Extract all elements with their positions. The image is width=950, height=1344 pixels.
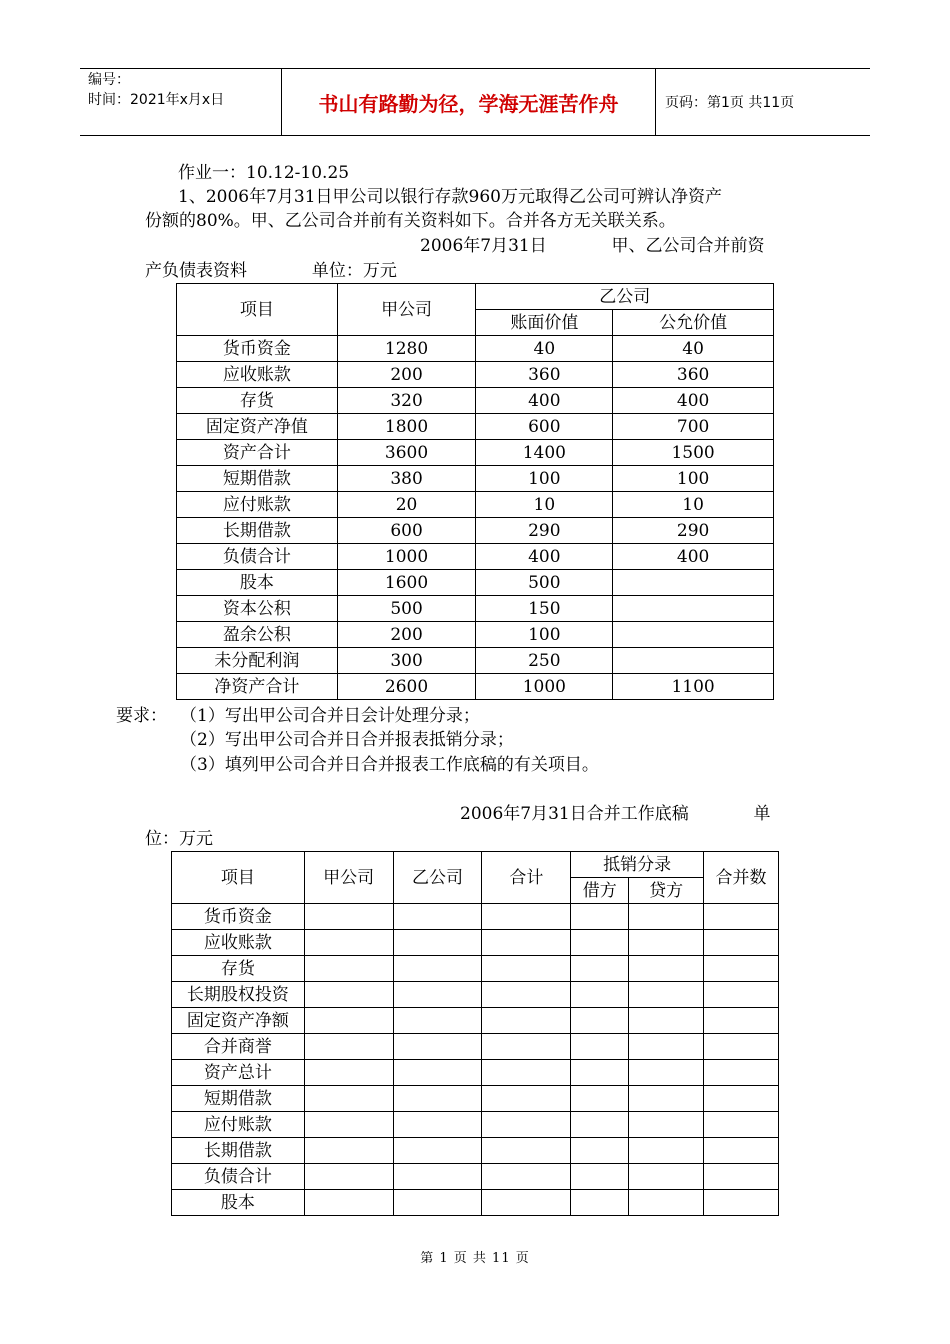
ws-cell-debit[interactable] — [571, 1112, 629, 1138]
row-jia: 3600 — [337, 440, 476, 466]
row-item: 应付账款 — [177, 492, 338, 518]
ws-cell-jia[interactable] — [304, 1190, 393, 1216]
header-meta — [88, 70, 224, 110]
ws-cell-consolidated[interactable] — [704, 1086, 779, 1112]
ws-cell-yi[interactable] — [393, 1060, 482, 1086]
table-row — [172, 1190, 779, 1216]
row-item: 股本 — [177, 570, 338, 596]
table-row — [172, 1060, 779, 1086]
ws-cell-consolidated[interactable] — [704, 930, 779, 956]
table-row — [172, 1086, 779, 1112]
ws-cell-credit[interactable] — [629, 1086, 704, 1112]
page-footer: 第 1 页 共 11 页 — [420, 1251, 530, 1266]
ws-cell-jia[interactable] — [304, 1008, 393, 1034]
ws-header-total: 合计 — [482, 852, 571, 904]
row-book: 100 — [476, 466, 613, 492]
ws-cell-debit[interactable] — [571, 930, 629, 956]
table-row — [177, 648, 774, 674]
table-row — [172, 1138, 779, 1164]
row-jia: 600 — [337, 518, 476, 544]
row-fair: 40 — [613, 336, 774, 362]
row-book: 600 — [476, 414, 613, 440]
ws-cell-credit[interactable] — [629, 1060, 704, 1086]
ws-cell-jia[interactable] — [304, 1164, 393, 1190]
ws-header-yi: 乙公司 — [393, 852, 482, 904]
ws-cell-debit[interactable] — [571, 1060, 629, 1086]
header-page-indicator: 页码：第1页 共11页 — [665, 95, 795, 111]
ws-cell-jia[interactable] — [304, 1112, 393, 1138]
ws-cell-debit[interactable] — [571, 904, 629, 930]
ws-row-item: 存货 — [172, 956, 305, 982]
row-book: 40 — [476, 336, 613, 362]
ws-cell-yi[interactable] — [393, 1086, 482, 1112]
ws-cell-debit[interactable] — [571, 1034, 629, 1060]
assignment-title: 作业一：10.12-10.25 — [178, 163, 350, 183]
ws-cell-jia[interactable] — [304, 1138, 393, 1164]
row-book: 500 — [476, 570, 613, 596]
table-row — [172, 1034, 779, 1060]
row-fair: 360 — [613, 362, 774, 388]
row-jia: 1000 — [337, 544, 476, 570]
ws-row-item: 负债合计 — [172, 1164, 305, 1190]
row-fair: 1500 — [613, 440, 774, 466]
ws-cell-yi[interactable] — [393, 1008, 482, 1034]
row-jia: 20 — [337, 492, 476, 518]
row-jia: 300 — [337, 648, 476, 674]
ws-cell-total[interactable] — [482, 1086, 571, 1112]
row-jia: 1800 — [337, 414, 476, 440]
table-row — [177, 622, 774, 648]
ws-header-jia: 甲公司 — [304, 852, 393, 904]
ws-row-item: 短期借款 — [172, 1086, 305, 1112]
requirement-1: （1）写出甲公司合并日会计处理分录； — [180, 706, 480, 726]
ws-cell-yi[interactable] — [393, 982, 482, 1008]
header-motto: 书山有路勤为径，学海无涯苦作舟 — [318, 91, 619, 116]
row-fair — [613, 622, 774, 648]
row-book: 360 — [476, 362, 613, 388]
ws-cell-total[interactable] — [482, 1060, 571, 1086]
ws-cell-credit[interactable] — [629, 1112, 704, 1138]
ws-cell-credit[interactable] — [629, 930, 704, 956]
col-header-fair-value: 公允价值 — [613, 310, 774, 336]
row-jia: 320 — [337, 388, 476, 414]
row-fair: 400 — [613, 544, 774, 570]
ws-cell-total[interactable] — [482, 1034, 571, 1060]
ws-cell-jia[interactable] — [304, 1086, 393, 1112]
ws-row-item: 应付账款 — [172, 1112, 305, 1138]
ws-cell-yi[interactable] — [393, 1164, 482, 1190]
ws-cell-total[interactable] — [482, 1112, 571, 1138]
row-fair — [613, 570, 774, 596]
ws-cell-total[interactable] — [482, 1190, 571, 1216]
ws-cell-yi[interactable] — [393, 1138, 482, 1164]
ws-cell-yi[interactable] — [393, 956, 482, 982]
row-book: 1000 — [476, 674, 613, 700]
row-fair — [613, 648, 774, 674]
ws-header-consolidated: 合并数 — [704, 852, 779, 904]
table-row — [177, 544, 774, 570]
col-header-jia: 甲公司 — [337, 284, 476, 336]
table-row — [177, 466, 774, 492]
ws-cell-total[interactable] — [482, 1008, 571, 1034]
ws-cell-consolidated[interactable] — [704, 904, 779, 930]
row-jia: 380 — [337, 466, 476, 492]
ws-cell-debit[interactable] — [571, 1138, 629, 1164]
ws-cell-total[interactable] — [482, 1138, 571, 1164]
ws-cell-debit[interactable] — [571, 982, 629, 1008]
row-item: 短期借款 — [177, 466, 338, 492]
ws-cell-debit[interactable] — [571, 1164, 629, 1190]
row-item: 货币资金 — [177, 336, 338, 362]
requirement-2: （2）写出甲公司合并日合并报表抵销分录； — [180, 730, 514, 750]
ws-cell-yi[interactable] — [393, 1034, 482, 1060]
ws-cell-yi[interactable] — [393, 1190, 482, 1216]
row-item: 负债合计 — [177, 544, 338, 570]
ws-cell-credit[interactable] — [629, 982, 704, 1008]
table-row — [177, 596, 774, 622]
ws-cell-jia[interactable] — [304, 956, 393, 982]
ws-cell-debit[interactable] — [571, 1086, 629, 1112]
ws-header-item: 项目 — [172, 852, 305, 904]
ws-cell-yi[interactable] — [393, 930, 482, 956]
row-fair — [613, 596, 774, 622]
problem-statement-line-1: 1、2006年7月31日甲公司以银行存款960万元取得乙公司可辨认净资产 — [178, 187, 722, 207]
ws-cell-consolidated[interactable] — [704, 1112, 779, 1138]
ws-row-item: 应收账款 — [172, 930, 305, 956]
ws-cell-total[interactable] — [482, 930, 571, 956]
row-book: 1400 — [476, 440, 613, 466]
header-divider-2 — [655, 68, 656, 136]
problem-statement-line-2: 份额的80%。甲、乙公司合并前有关资料如下。合并各方无关联关系。 — [145, 211, 676, 231]
ws-cell-credit[interactable] — [629, 1008, 704, 1034]
row-item: 盈余公积 — [177, 622, 338, 648]
ws-cell-credit[interactable] — [629, 956, 704, 982]
row-book: 290 — [476, 518, 613, 544]
col-header-yi: 乙公司 — [476, 284, 774, 310]
worksheet-caption-line-2: 位：万元 — [145, 829, 213, 849]
ws-cell-jia[interactable] — [304, 930, 393, 956]
ws-cell-credit[interactable] — [629, 1190, 704, 1216]
row-book: 10 — [476, 492, 613, 518]
table-row — [177, 388, 774, 414]
ws-cell-consolidated[interactable] — [704, 1138, 779, 1164]
table-row — [177, 414, 774, 440]
table-row — [177, 492, 774, 518]
ws-cell-consolidated[interactable] — [704, 1008, 779, 1034]
ws-cell-jia[interactable] — [304, 1060, 393, 1086]
table-row — [172, 1112, 779, 1138]
table-row — [177, 336, 774, 362]
row-fair: 10 — [613, 492, 774, 518]
row-item: 资本公积 — [177, 596, 338, 622]
row-jia: 200 — [337, 362, 476, 388]
worksheet-caption-line-1: 2006年7月31日合并工作底稿 单 — [460, 804, 771, 824]
row-book: 150 — [476, 596, 613, 622]
row-jia: 200 — [337, 622, 476, 648]
table-row — [172, 956, 779, 982]
ws-cell-consolidated[interactable] — [704, 982, 779, 1008]
row-item: 长期借款 — [177, 518, 338, 544]
ws-cell-yi[interactable] — [393, 1112, 482, 1138]
row-item: 资产合计 — [177, 440, 338, 466]
ws-cell-consolidated[interactable] — [704, 1060, 779, 1086]
table-row — [172, 904, 779, 930]
ws-cell-credit[interactable] — [629, 1138, 704, 1164]
table-row — [177, 440, 774, 466]
ws-cell-consolidated[interactable] — [704, 1190, 779, 1216]
table-row — [177, 362, 774, 388]
ws-cell-total[interactable] — [482, 1164, 571, 1190]
table-row — [172, 982, 779, 1008]
row-fair: 290 — [613, 518, 774, 544]
row-fair: 100 — [613, 466, 774, 492]
requirement-3: （3）填列甲公司合并日合并报表工作底稿的有关项目。 — [180, 755, 599, 775]
row-book: 250 — [476, 648, 613, 674]
ws-cell-jia[interactable] — [304, 982, 393, 1008]
balance-sheet-table — [176, 283, 774, 700]
ws-row-item: 固定资产净额 — [172, 1008, 305, 1034]
ws-row-item: 长期借款 — [172, 1138, 305, 1164]
ws-cell-debit[interactable] — [571, 1008, 629, 1034]
row-jia: 1280 — [337, 336, 476, 362]
ws-cell-consolidated[interactable] — [704, 1034, 779, 1060]
ws-cell-jia[interactable] — [304, 904, 393, 930]
table-row — [177, 570, 774, 596]
document-number-label: 编号： — [88, 72, 130, 88]
ws-row-item: 长期股权投资 — [172, 982, 305, 1008]
table-row — [172, 1008, 779, 1034]
row-fair: 700 — [613, 414, 774, 440]
ws-cell-total[interactable] — [482, 982, 571, 1008]
row-item: 应收账款 — [177, 362, 338, 388]
row-item: 固定资产净值 — [177, 414, 338, 440]
table1-caption-line-2: 产负债表资料 单位：万元 — [145, 261, 397, 281]
row-jia: 1600 — [337, 570, 476, 596]
row-item: 存货 — [177, 388, 338, 414]
ws-cell-debit[interactable] — [571, 1190, 629, 1216]
col-header-book-value: 账面价值 — [476, 310, 613, 336]
row-book: 400 — [476, 388, 613, 414]
ws-cell-consolidated[interactable] — [704, 1164, 779, 1190]
ws-cell-credit[interactable] — [629, 1034, 704, 1060]
row-book: 100 — [476, 622, 613, 648]
ws-row-item: 货币资金 — [172, 904, 305, 930]
ws-cell-consolidated[interactable] — [704, 956, 779, 982]
consolidation-worksheet-table — [171, 851, 779, 1216]
document-date-label: 时间：2021年x月x日 — [88, 92, 225, 108]
ws-cell-jia[interactable] — [304, 1034, 393, 1060]
table-row — [177, 518, 774, 544]
ws-row-item: 资产总计 — [172, 1060, 305, 1086]
ws-cell-credit[interactable] — [629, 1164, 704, 1190]
row-item: 净资产合计 — [177, 674, 338, 700]
ws-cell-credit[interactable] — [629, 904, 704, 930]
ws-row-item: 股本 — [172, 1190, 305, 1216]
row-fair: 400 — [613, 388, 774, 414]
row-jia: 500 — [337, 596, 476, 622]
row-fair: 1100 — [613, 674, 774, 700]
ws-header-debit: 借方 — [571, 878, 629, 904]
requirements-label: 要求： — [116, 706, 167, 726]
row-item: 未分配利润 — [177, 648, 338, 674]
ws-cell-debit[interactable] — [571, 956, 629, 982]
col-header-item: 项目 — [177, 284, 338, 336]
ws-cell-total[interactable] — [482, 956, 571, 982]
table-row — [177, 674, 774, 700]
ws-header-elimination: 抵销分录 — [571, 852, 704, 878]
ws-header-credit: 贷方 — [629, 878, 704, 904]
table-row — [172, 1164, 779, 1190]
table1-caption-line-1: 2006年7月31日 甲、乙公司合并前资 — [420, 236, 765, 256]
table-row — [172, 930, 779, 956]
ws-cell-total[interactable] — [482, 904, 571, 930]
ws-cell-yi[interactable] — [393, 904, 482, 930]
ws-row-item: 合并商誉 — [172, 1034, 305, 1060]
row-book: 400 — [476, 544, 613, 570]
row-jia: 2600 — [337, 674, 476, 700]
